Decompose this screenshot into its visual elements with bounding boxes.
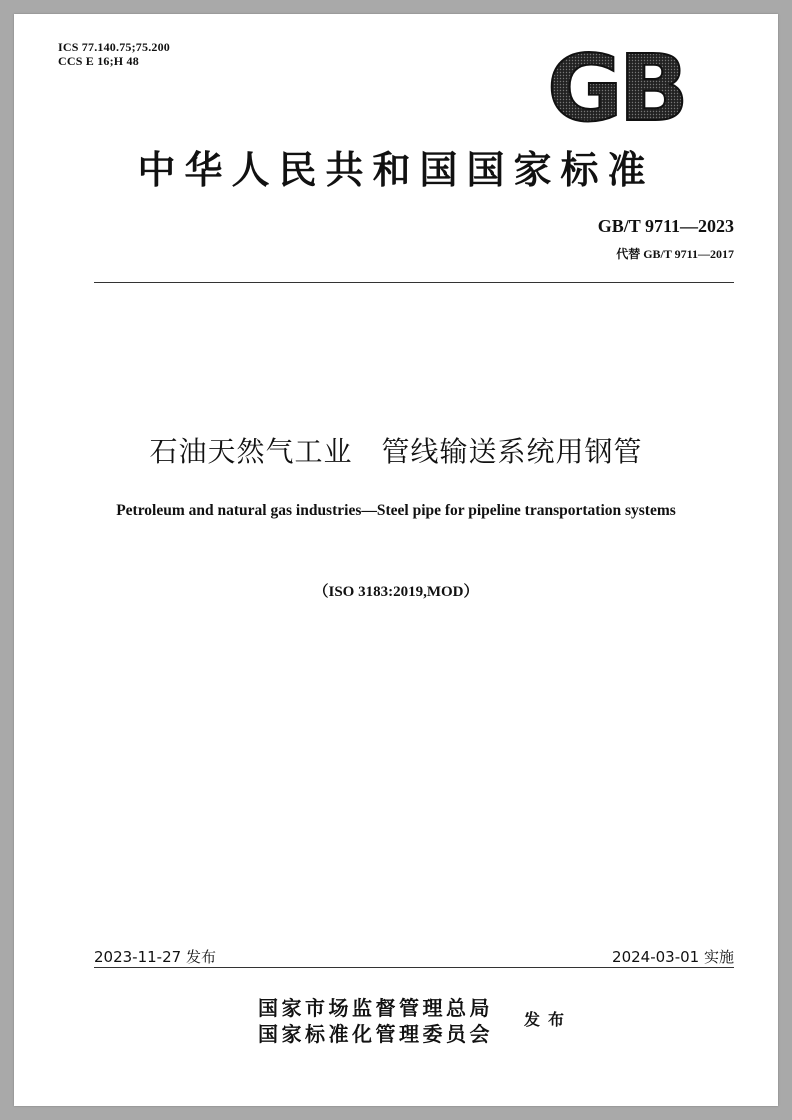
issued-label: 发布 [524, 1010, 573, 1029]
bottom-divider [94, 967, 734, 968]
issuer-samr: 国家市场监督管理总局 [258, 996, 493, 1020]
ccs-code: CCS E 16;H 48 [58, 54, 139, 68]
header-title: 中华人民共和国国家标准 [137, 147, 655, 192]
document-page [14, 14, 778, 1106]
standard-number: GB/T 9711—2023 [597, 216, 734, 236]
gb-logo [538, 44, 694, 128]
ics-code: ICS 77.140.75;75.200 [58, 40, 171, 54]
title-chinese: 石油天然气工业 管线输送系统用钢管 [149, 435, 643, 468]
title-english: Petroleum and natural gas industries—Steel pipe for pipeline transportation systems [116, 502, 676, 519]
replaces-standard: 代替 GB/T 9711—2017 [616, 247, 734, 261]
gb-logo-text: GB [547, 44, 685, 128]
implementation-date: 2024-03-01 实施 [612, 948, 734, 966]
top-divider [94, 282, 734, 283]
issue-date: 2023-11-27 发布 [94, 948, 216, 966]
issuer-sac: 国家标准化管理委员会 [258, 1022, 493, 1046]
iso-adoption: （ISO 3183:2019,MOD） [313, 584, 479, 600]
